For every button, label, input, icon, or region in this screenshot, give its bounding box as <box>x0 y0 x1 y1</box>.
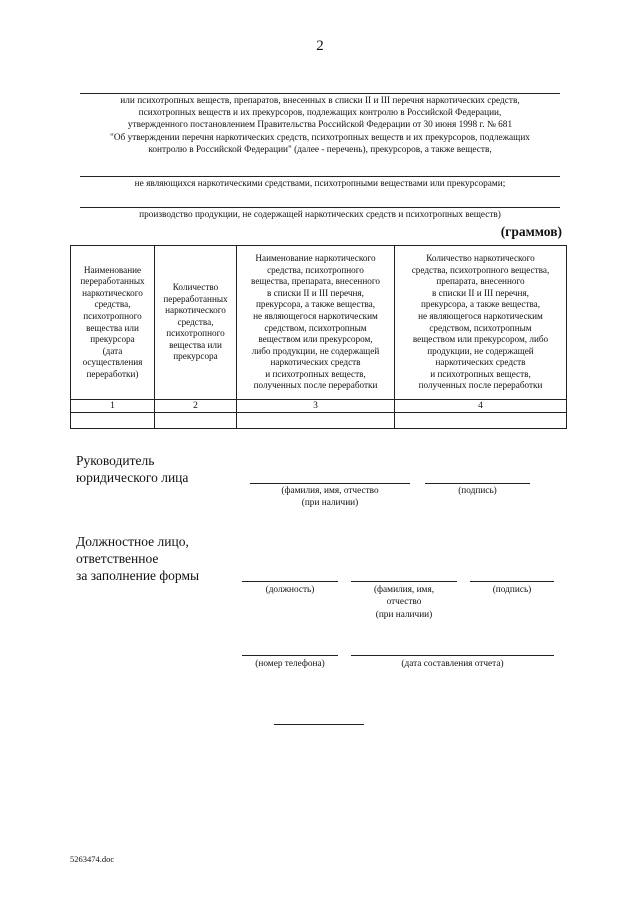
table-cell[interactable] <box>237 413 395 429</box>
intro-block-2: не являющихся наркотическими средствами, психотропными веществами или прекурсорами; <box>134 179 506 189</box>
table-cell[interactable] <box>71 413 155 429</box>
column-number: 3 <box>237 400 395 413</box>
official-sign-caption: (подпись) <box>492 585 532 595</box>
position-caption: (должность) <box>265 585 315 595</box>
intro-block-3: производство продукции, не содержащей наркотических средств и психотропных веществ) <box>139 210 501 220</box>
closing-line <box>274 724 364 725</box>
report-table <box>70 245 567 429</box>
column-number: 1 <box>71 400 155 413</box>
official-name-caption: (фамилия, имя, отчество (при наличии) <box>373 585 435 620</box>
column-number: 2 <box>155 400 237 413</box>
table-data-row <box>71 413 567 429</box>
table-cell[interactable] <box>395 413 567 429</box>
doc-code: 5263474.doc <box>70 854 115 864</box>
fill-line-3 <box>80 207 560 208</box>
unit-label: (граммов) <box>500 224 562 239</box>
official-name-line[interactable] <box>351 581 457 582</box>
head-name-line[interactable] <box>250 483 410 484</box>
table-cell[interactable] <box>155 413 237 429</box>
phone-caption: (номер телефона) <box>255 659 325 669</box>
report-date-line[interactable] <box>351 655 554 656</box>
head-sign-line[interactable] <box>425 483 530 484</box>
table-header-cell: Количество наркотического средства, психотропного вещества, препарата, внесенного в списки II и III перечня, прекурсора, а также вещества, не являющегося наркотическим средством, психотропным веществом или прекурсором, либо продукции, не содержащей наркотических средств и психотропных веществ, полученных после переработки <box>395 246 567 400</box>
table-header-row <box>71 246 567 400</box>
head-title: Руководитель юридического лица <box>76 453 189 485</box>
fill-line-1 <box>80 93 560 94</box>
position-line[interactable] <box>242 581 338 582</box>
head-name-caption: (фамилия, имя, отчество (при наличии) <box>281 486 379 509</box>
table-number-row <box>71 400 567 413</box>
phone-line[interactable] <box>242 655 338 656</box>
official-sign-line[interactable] <box>470 581 554 582</box>
intro-block-1: или психотропных веществ, препаратов, внесенных в списки II и III перечня наркотических средств, психотропных веществ и их прекурсоров, подлежащих контролю в Российской Федерации, утвержденного постановлением Правительства Российской Федерации от 30 июня 1998 г. № 681 "Об утверждении перечня наркотических средств, психотропных веществ и их прекурсоров, подлежащих контролю в Российской Федерации" (далее - перечень), прекурсоров, а также веществ, <box>110 96 530 155</box>
official-title: Должностное лицо, ответственное за заполнение формы <box>76 534 200 583</box>
table-header-cell: Наименование наркотического средства, психотропного вещества, препарата, внесенного в списки II и III перечня, прекурсора, а также вещества, не являющегося наркотическим средством, психотропным веществом или прекурсором, либо продукции, не содержащей наркотических средств и психотропных веществ, полученных после переработки <box>237 246 395 400</box>
column-number: 4 <box>395 400 567 413</box>
report-date-caption: (дата составления отчета) <box>401 659 504 669</box>
page-number: 2 <box>316 38 324 54</box>
table-header-cell: Количество переработанных наркотического средства, психотропного вещества или прекурсора <box>155 246 237 400</box>
fill-line-2 <box>80 176 560 177</box>
head-sign-caption: (подпись) <box>458 486 497 496</box>
table-header-cell: Наименование переработанных наркотического средства, психотропного вещества или прекурсора (дата осуществления переработки) <box>71 246 155 400</box>
